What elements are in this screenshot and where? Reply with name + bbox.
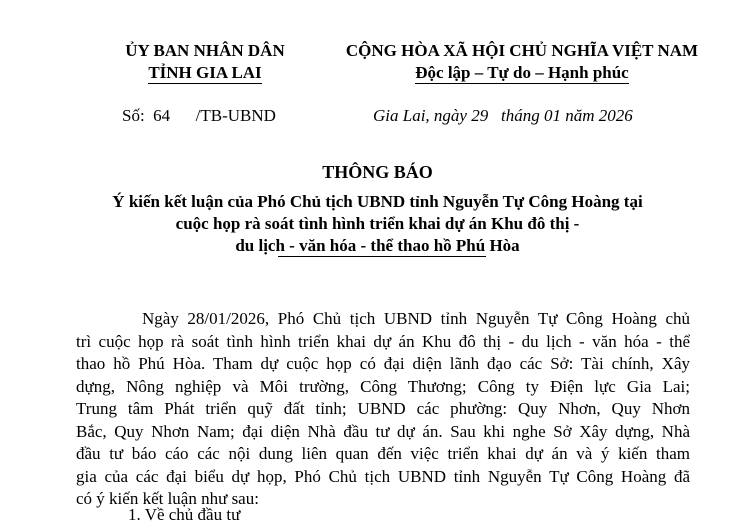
country-name: CỘNG HÒA XÃ HỘI CHỦ NGHĨA VIỆT NAM: [345, 41, 699, 60]
national-motto: [330, 40, 714, 84]
body-line: Bắc, Quy Nhơn Nam; đại diện Nhà đầu tư dự án. Sau khi nghe Sở Xây dựng, Nhà: [76, 421, 690, 441]
body-line: thao hồ Phú Hòa. Tham dự cuộc họp có đại diện lãnh đạo các Sở: Tài chính, Xây: [76, 354, 690, 373]
document-number: Số: 64 /TB-UBND: [122, 106, 276, 125]
body-line: dựng, Nông nghiệp và Môi trường, Công Thương; Công ty Điện lực Gia Lai;: [76, 376, 690, 396]
motto-slogan: Độc lập – Tự do – Hạnh phúc: [415, 63, 629, 82]
document-type: THÔNG BÁO: [322, 162, 433, 182]
body-line: đầu tư báo cáo các nội dung liên quan đến việc triển khai dự án và ý kiến tham: [76, 444, 690, 463]
title-underline: [278, 256, 486, 257]
body-line: trì cuộc họp rà soát tình hình triển khai dự án Khu đô thị - du lịch - văn hóa - thể: [76, 331, 690, 351]
subject-line: Ý kiến kết luận của Phó Chủ tịch UBND tỉnh Nguyễn Tự Công Hoàng tại: [112, 192, 643, 211]
list-item-heading: 1. Về chủ đầu tư: [128, 505, 241, 524]
body-line: Trung tâm Phát triển quỹ đất tỉnh; UBND các phường: Quy Nhơn, Quy Nhơn: [76, 399, 690, 418]
document-subject: [0, 191, 755, 257]
document-date: Gia Lai, ngày 29 tháng 01 năm 2026: [373, 106, 633, 125]
authority-province: TỈNH GIA LAI: [148, 63, 262, 82]
issuing-authority: [104, 40, 306, 84]
subject-line: du lịch - văn hóa - thể thao hồ Phú Hòa: [235, 236, 520, 255]
body-line: gia của các đại biểu dự họp, Phó Chủ tịch UBND tỉnh Nguyễn Tự Công Hoàng đã: [76, 466, 690, 486]
authority-name: ỦY BAN NHÂN DÂN: [125, 41, 285, 60]
body-line: có ý kiến kết luận như sau:: [76, 489, 259, 508]
body-line: Ngày 28/01/2026, Phó Chủ tịch UBND tỉnh Nguyễn Tự Công Hoàng chủ: [142, 309, 690, 328]
body-paragraph: [76, 308, 690, 511]
subject-line: cuộc họp rà soát tình hình triển khai dự án Khu đô thị -: [175, 214, 580, 233]
